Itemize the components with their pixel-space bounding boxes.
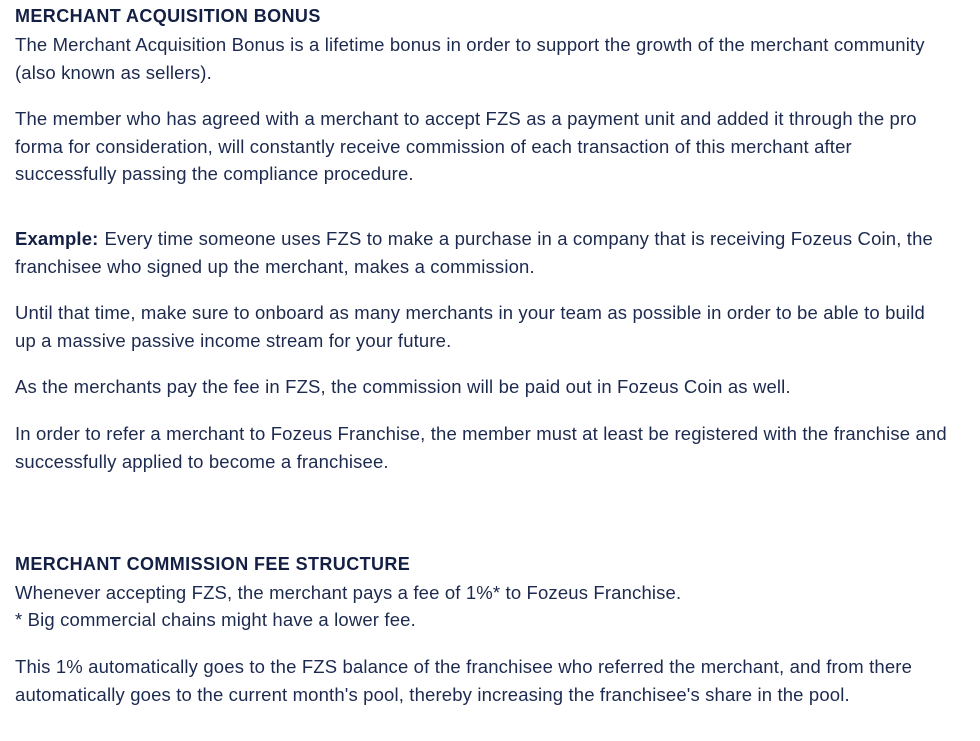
- onboard-paragraph: Until that time, make sure to onboard as many merchants in your team as possible in order to be able to build up a massive passive income stream for your future.: [15, 302, 925, 351]
- example-text: Every time someone uses FZS to make a purchase in a company that is receiving Fozeus Coin, the franchisee who signed up the merchant, makes a commission.: [15, 228, 933, 277]
- intro-paragraph: The Merchant Acquisition Bonus is a lifetime bonus in order to support the growth of the merchant community (also known as sellers).: [15, 34, 925, 83]
- fee-payout-paragraph: As the merchants pay the fee in FZS, the commission will be paid out in Fozeus Coin as well.: [15, 376, 791, 397]
- referral-requirement-paragraph: In order to refer a merchant to Fozeus Franchise, the member must at least be registered with the franchise and successfully applied to become a franchisee.: [15, 423, 947, 472]
- example-paragraph: [15, 225, 950, 280]
- fee-line: Whenever accepting FZS, the merchant pays a fee of 1%* to Fozeus Franchise.: [15, 582, 682, 603]
- member-commission-paragraph: The member who has agreed with a merchant to accept FZS as a payment unit and added it through the pro forma for consideration, will constantly receive commission of each transaction of this merchant after successfully passing the compliance procedure.: [15, 108, 917, 184]
- section-title-merchant-acquisition-bonus: MERCHANT ACQUISITION BONUS: [15, 6, 321, 26]
- section-title-merchant-commission-fee-structure: MERCHANT COMMISSION FEE STRUCTURE: [15, 554, 411, 574]
- closing-paragraph: This 1% automatically goes to the FZS balance of the franchisee who referred the merchant, and from there automatically goes to the current month's pool, thereby increasing the franchisee's share in the pool.: [15, 656, 913, 705]
- fee-footnote: * Big commercial chains might have a lower fee.: [15, 609, 416, 630]
- example-label: Example:: [15, 228, 99, 249]
